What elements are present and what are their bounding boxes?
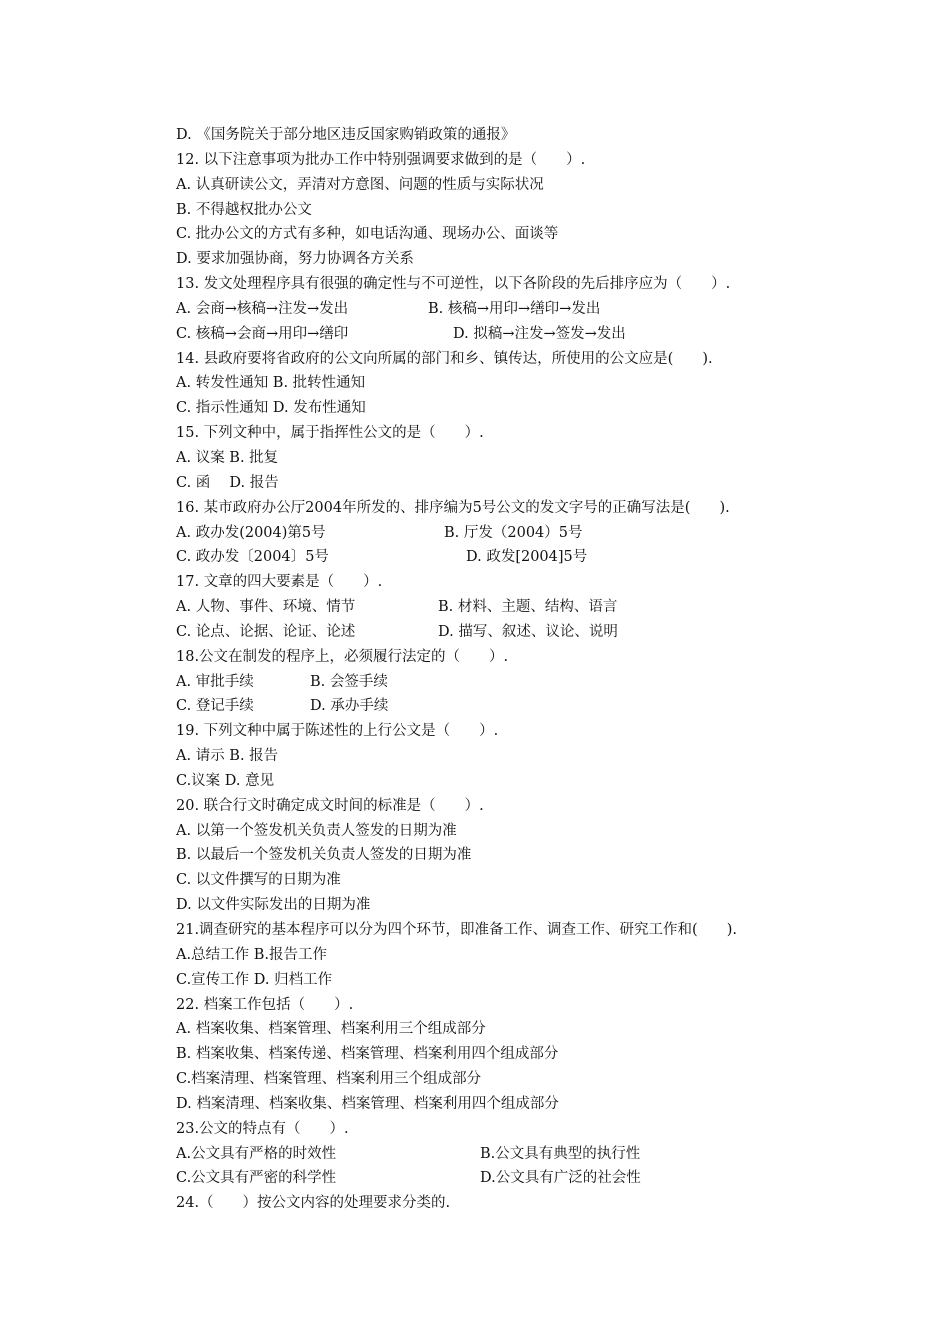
option-right-column: D. 承办手续: [310, 698, 389, 715]
text-line: [176, 222, 876, 247]
text-line: [176, 396, 876, 421]
line-text: 20. 联合行文时确定成文时间的标准是（ ）.: [176, 797, 484, 814]
text-line: [176, 322, 876, 347]
line-text: A. 议案 B. 批复: [176, 449, 279, 466]
line-text: C. 政办发〔2004〕5号: [176, 549, 329, 566]
text-line: [176, 272, 876, 297]
line-text: 17. 文章的四大要素是（ ）.: [176, 574, 383, 591]
option-right-column: B. 厅发（2004）5号: [444, 524, 583, 541]
line-text: D. 档案清理、档案收集、档案管理、档案利用四个组成部分: [176, 1095, 559, 1112]
line-text: A. 请示 B. 报告: [176, 748, 279, 765]
text-line: [176, 1067, 876, 1092]
line-text: C.公文具有严密的科学性: [176, 1170, 337, 1187]
line-text: 24.（ ）按公文内容的处理要求分类的.: [176, 1195, 451, 1212]
text-line: [176, 570, 876, 595]
line-text: 13. 发文处理程序具有很强的确定性与不可逆性，以下各阶段的先后排序应为（ ）.: [176, 276, 731, 293]
line-text: B. 不得越权批办公文: [176, 201, 312, 218]
option-right-column: B.公文具有典型的执行性: [480, 1145, 641, 1162]
line-text: A.公文具有严格的时效性: [176, 1145, 337, 1162]
text-line: [176, 347, 876, 372]
text-line: [176, 1166, 876, 1191]
option-right-column: D. 描写、叙述、议论、说明: [438, 623, 618, 640]
text-line: [176, 868, 876, 893]
line-text: C.档案清理、档案管理、档案利用三个组成部分: [176, 1071, 482, 1088]
text-line: [176, 446, 876, 471]
line-text: C. 函 D. 报告: [176, 474, 279, 491]
text-line: [176, 148, 876, 173]
line-text: C. 以文件撰写的日期为准: [176, 872, 341, 889]
option-right-column: B. 材料、主题、结构、语言: [438, 599, 618, 616]
line-text: 19. 下列文种中属于陈述性的上行公文是（ ）.: [176, 723, 499, 740]
option-right-column: B. 核稿→用印→缮印→发出: [428, 300, 601, 317]
line-text: A. 认真研读公文，弄清对方意图、问题的性质与实际状况: [176, 176, 544, 193]
text-line: [176, 1092, 876, 1117]
text-line: [176, 198, 876, 223]
line-text: D. 以文件实际发出的日期为准: [176, 897, 371, 914]
line-text: A.总结工作 B.报告工作: [176, 946, 327, 963]
line-text: A. 人物、事件、环境、情节: [176, 599, 356, 616]
text-line: [176, 595, 876, 620]
line-text: C. 核稿→会商→用印→缮印: [176, 325, 349, 342]
line-text: C. 登记手续: [176, 698, 254, 715]
line-text: A. 以第一个签发机关负责人签发的日期为准: [176, 822, 457, 839]
line-text: B. 档案收集、档案传递、档案管理、档案利用四个组成部分: [176, 1046, 559, 1063]
text-line: [176, 1042, 876, 1067]
option-right-column: D. 政发[2004]5号: [466, 549, 588, 566]
text-line: [176, 1191, 876, 1216]
text-line: [176, 719, 876, 744]
document-body: [176, 123, 876, 1216]
line-text: 14. 县政府要将省政府的公文向所属的部门和乡、镇传达，所使用的公文应是( ).: [176, 350, 713, 367]
line-text: B. 以最后一个签发机关负责人签发的日期为准: [176, 847, 472, 864]
text-line: [176, 247, 876, 272]
line-text: A. 审批手续: [176, 673, 254, 690]
text-line: [176, 744, 876, 769]
line-text: D. 要求加强协商，努力协调各方关系: [176, 251, 414, 268]
text-line: [176, 993, 876, 1018]
text-line: [176, 670, 876, 695]
line-text: C.议案 D. 意见: [176, 772, 275, 789]
line-text: C. 论点、论据、论证、论述: [176, 623, 356, 640]
text-line: [176, 918, 876, 943]
option-right-column: D.公文具有广泛的社会性: [480, 1170, 641, 1187]
text-line: [176, 769, 876, 794]
option-right-column: B. 会签手续: [310, 673, 388, 690]
text-line: [176, 843, 876, 868]
line-text: 18.公文在制发的程序上，必须履行法定的（ ）.: [176, 648, 509, 665]
line-text: A. 会商→核稿→注发→发出: [176, 300, 349, 317]
text-line: [176, 371, 876, 396]
text-line: [176, 893, 876, 918]
line-text: C.宣传工作 D. 归档工作: [176, 971, 333, 988]
line-text: 12. 以下注意事项为批办工作中特别强调要求做到的是（ ）.: [176, 151, 586, 168]
line-text: 23.公文的特点有（ ）.: [176, 1120, 349, 1137]
text-line: [176, 968, 876, 993]
line-text: 22. 档案工作包括（ ）.: [176, 996, 354, 1013]
line-text: 15. 下列文种中，属于指挥性公文的是（ ）.: [176, 425, 484, 442]
line-text: A. 转发性通知 B. 批转性通知: [176, 375, 366, 392]
line-text: C. 指示性通知 D. 发布性通知: [176, 400, 366, 417]
line-text: 16. 某市政府办公厅2004年所发的、排序编为5号公文的发文字号的正确写法是( ).: [176, 499, 730, 516]
text-line: [176, 1142, 876, 1167]
line-text: A. 政办发(2004)第5号: [176, 524, 326, 541]
text-line: [176, 943, 876, 968]
text-line: [176, 620, 876, 645]
text-line: [176, 123, 876, 148]
line-text: D. 《国务院关于部分地区违反国家购销政策的通报》: [176, 127, 516, 143]
text-line: [176, 297, 876, 322]
text-line: [176, 1017, 876, 1042]
text-line: [176, 173, 876, 198]
text-line: [176, 794, 876, 819]
line-text: C. 批办公文的方式有多种，如电话沟通、现场办公、面谈等: [176, 226, 559, 243]
text-line: [176, 471, 876, 496]
text-line: [176, 496, 876, 521]
text-line: [176, 1117, 876, 1142]
text-line: [176, 819, 876, 844]
text-line: [176, 545, 876, 570]
text-line: [176, 645, 876, 670]
line-text: A. 档案收集、档案管理、档案利用三个组成部分: [176, 1021, 486, 1038]
text-line: [176, 521, 876, 546]
text-line: [176, 694, 876, 719]
option-right-column: D. 拟稿→注发→签发→发出: [453, 325, 626, 342]
text-line: [176, 421, 876, 446]
line-text: 21.调查研究的基本程序可以分为四个环节，即准备工作、调查工作、研究工作和( ).: [176, 922, 737, 938]
